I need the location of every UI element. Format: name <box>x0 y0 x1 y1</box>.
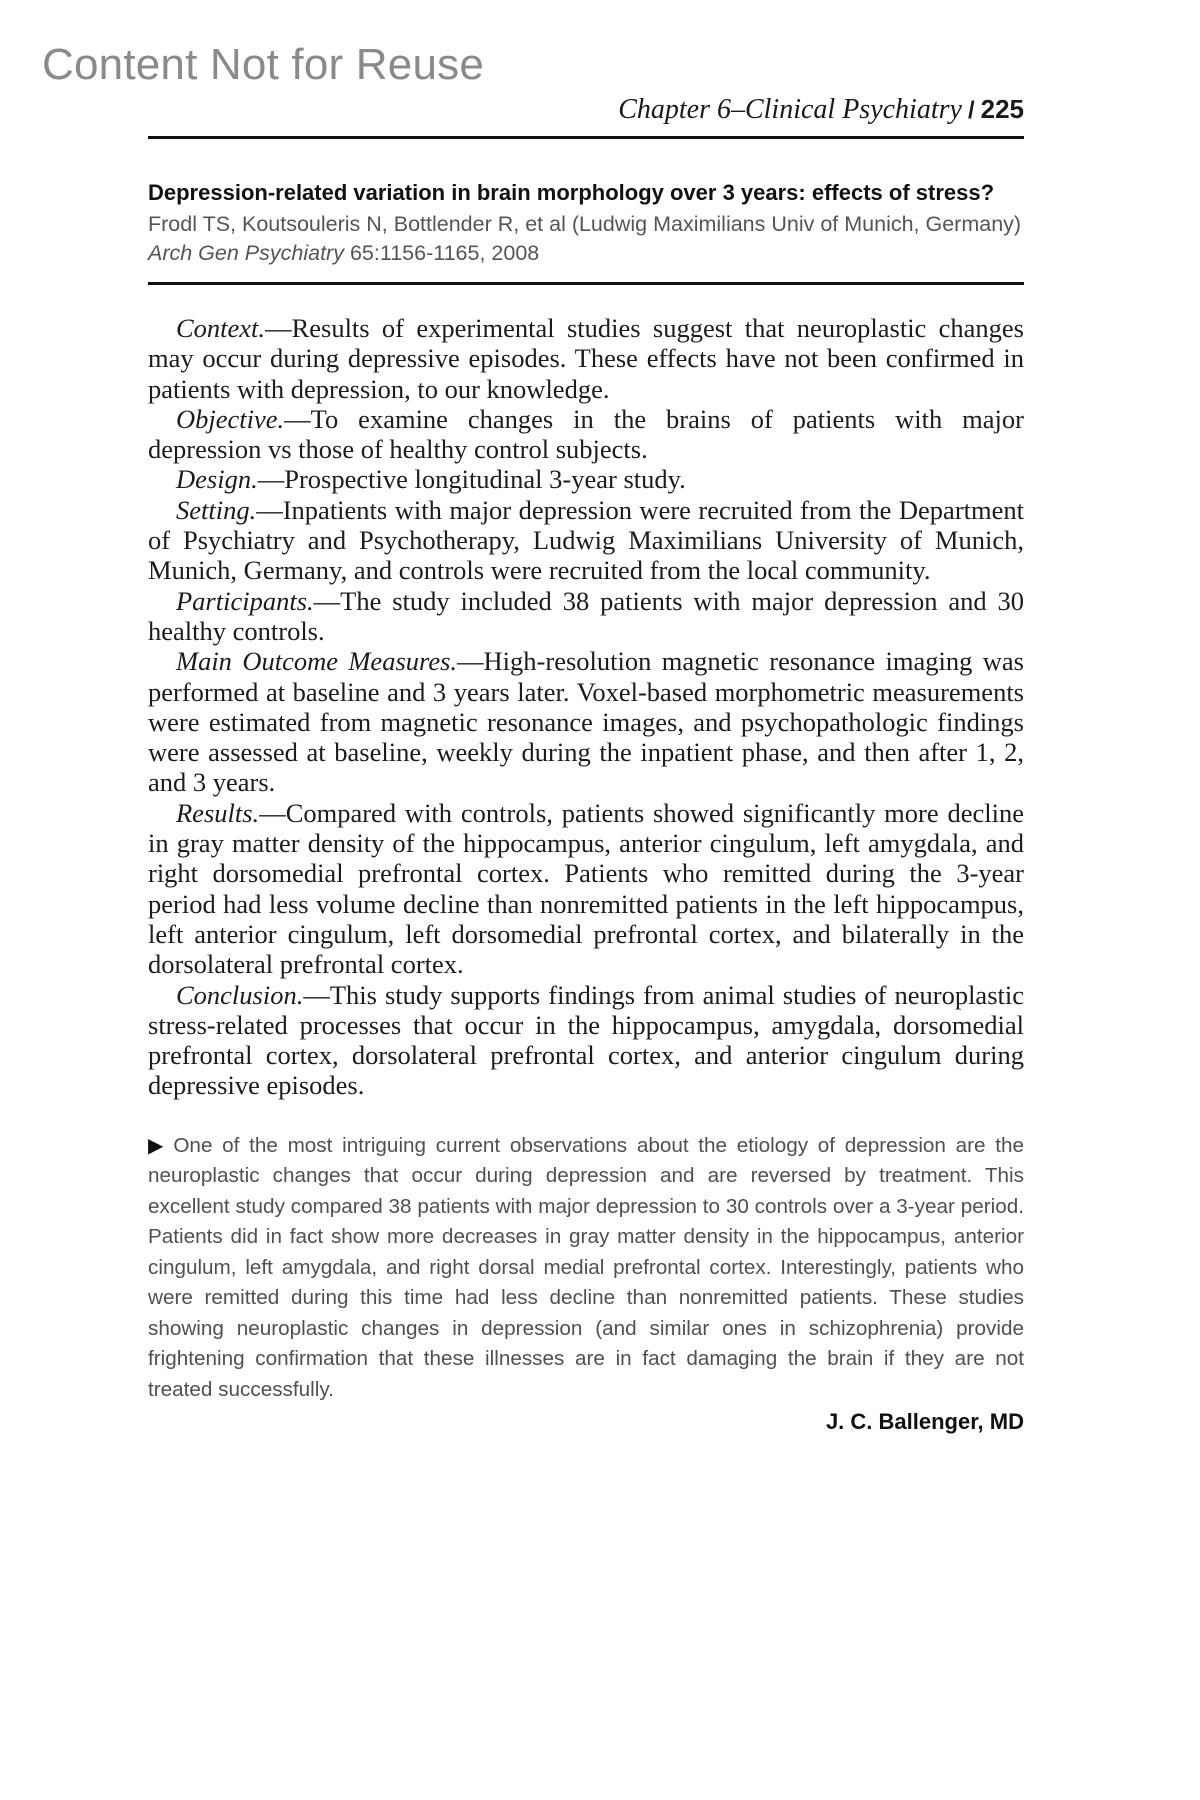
abstract <box>148 313 1024 1101</box>
results-text: —Compared with controls, patients showed significantly more decline in gray matter density of the hippocampus, anterior cingulum, left amygdala, and right dorsomedial prefrontal cortex. Patients who remitted during the 3-year period had less volume decline than nonremitted patients in the left hippocampus, left anterior cingulum, left dorsomedial prefrontal cortex, and bilaterally in the dorsolateral prefrontal cortex. <box>148 797 1024 980</box>
article-authors: Frodl TS, Koutsouleris N, Bottlender R, et al (Ludwig Maximilians Univ of Munich, Germany) <box>148 212 1022 236</box>
context-text: —Results of experimental studies suggest that neuroplastic changes may occur during depressive episodes. These effects have not been confirmed in patients with depression, to our knowledge. <box>148 313 1024 404</box>
outcome-label: Main Outcome Measures. <box>176 646 458 677</box>
page-number: 225 <box>980 94 1024 124</box>
design-text: —Prospective longitudinal 3-year study. <box>257 464 686 495</box>
triangle-bullet-icon: ▶ <box>148 1134 168 1157</box>
abstract-participants <box>148 586 1024 647</box>
book-page <box>148 85 1024 1435</box>
citation-rule <box>148 282 1024 285</box>
participants-text: —The study included 38 patients with major depression and 30 healthy controls. <box>148 585 1024 646</box>
article-title: Depression-related variation in brain morphology over 3 years: effects of stress? <box>148 180 995 205</box>
abstract-setting <box>148 495 1024 586</box>
setting-label: Setting. <box>176 494 257 525</box>
abstract-design <box>148 464 1024 494</box>
chapter-title: Chapter 6–Clinical Psychiatry <box>618 94 962 125</box>
conclusion-label: Conclusion. <box>176 979 304 1010</box>
abstract-results <box>148 798 1024 980</box>
participants-label: Participants. <box>176 585 314 616</box>
watermark: Content Not for Reuse <box>42 40 484 89</box>
commentary-text: One of the most intriguing current observations about the etiology of depression are the neuroplastic changes that occur during depression and are reversed by treatment. This excellent study compared 38 patients with major depression to 30 controls over a 3-year period. Patients did in fact show more decreases in gray matter density in the hippocampus, anterior cingulum, left amygdala, and right dorsal medial prefrontal cortex. Interestingly, patients who were remitted during this time had less decline than nonremitted patients. These studies showing neuroplastic changes in depression (and similar ones in schizophrenia) provide frightening confirmation that these illnesses are in fact damaging the brain if they are not treated successfully. <box>148 1133 1024 1401</box>
results-label: Results. <box>176 797 260 828</box>
setting-text: —Inpatients with major depression were recruited from the Department of Psychiatry and Psychotherapy, Ludwig Maximilians University of Munich, Munich, Germany, and controls were recruited from the local community. <box>148 494 1024 586</box>
abstract-objective <box>148 404 1024 465</box>
abstract-context <box>148 313 1024 404</box>
objective-text: —To examine changes in the brains of patients with major depression vs those of healthy control subjects. <box>148 403 1024 465</box>
article-citation <box>148 139 1024 282</box>
abstract-conclusion <box>148 980 1024 1101</box>
header-separator: / <box>967 97 975 124</box>
editor-commentary <box>148 1131 1024 1406</box>
objective-label: Objective. <box>176 403 285 434</box>
design-label: Design. <box>176 464 258 495</box>
journal-reference <box>148 238 1024 268</box>
abstract-outcome-measures <box>148 646 1024 797</box>
outcome-text: —High-resolution magnetic resonance imaging was performed at baseline and 3 years later. Voxel-based morphometric measurements were estimated from magnetic resonance images, and psychopathologic findings were assessed at baseline, weekly during the inpatient phase, and then after 1, 2, and 3 years. <box>148 646 1025 798</box>
running-head <box>148 85 1024 133</box>
journal-volume: 65:1156-1165, 2008 <box>343 241 540 265</box>
conclusion-text: —This study supports findings from animal studies of neuroplastic stress-related processes that occur in the hippocampus, amygdala, dorsomedial prefrontal cortex, dorsolateral prefrontal cortex, and anterior cingulum during depressive episodes. <box>148 979 1024 1101</box>
journal-name: Arch Gen Psychiatry <box>148 241 344 265</box>
commentary-signature: J. C. Ballenger, MD <box>825 1409 1024 1435</box>
context-label: Context. <box>176 313 266 343</box>
